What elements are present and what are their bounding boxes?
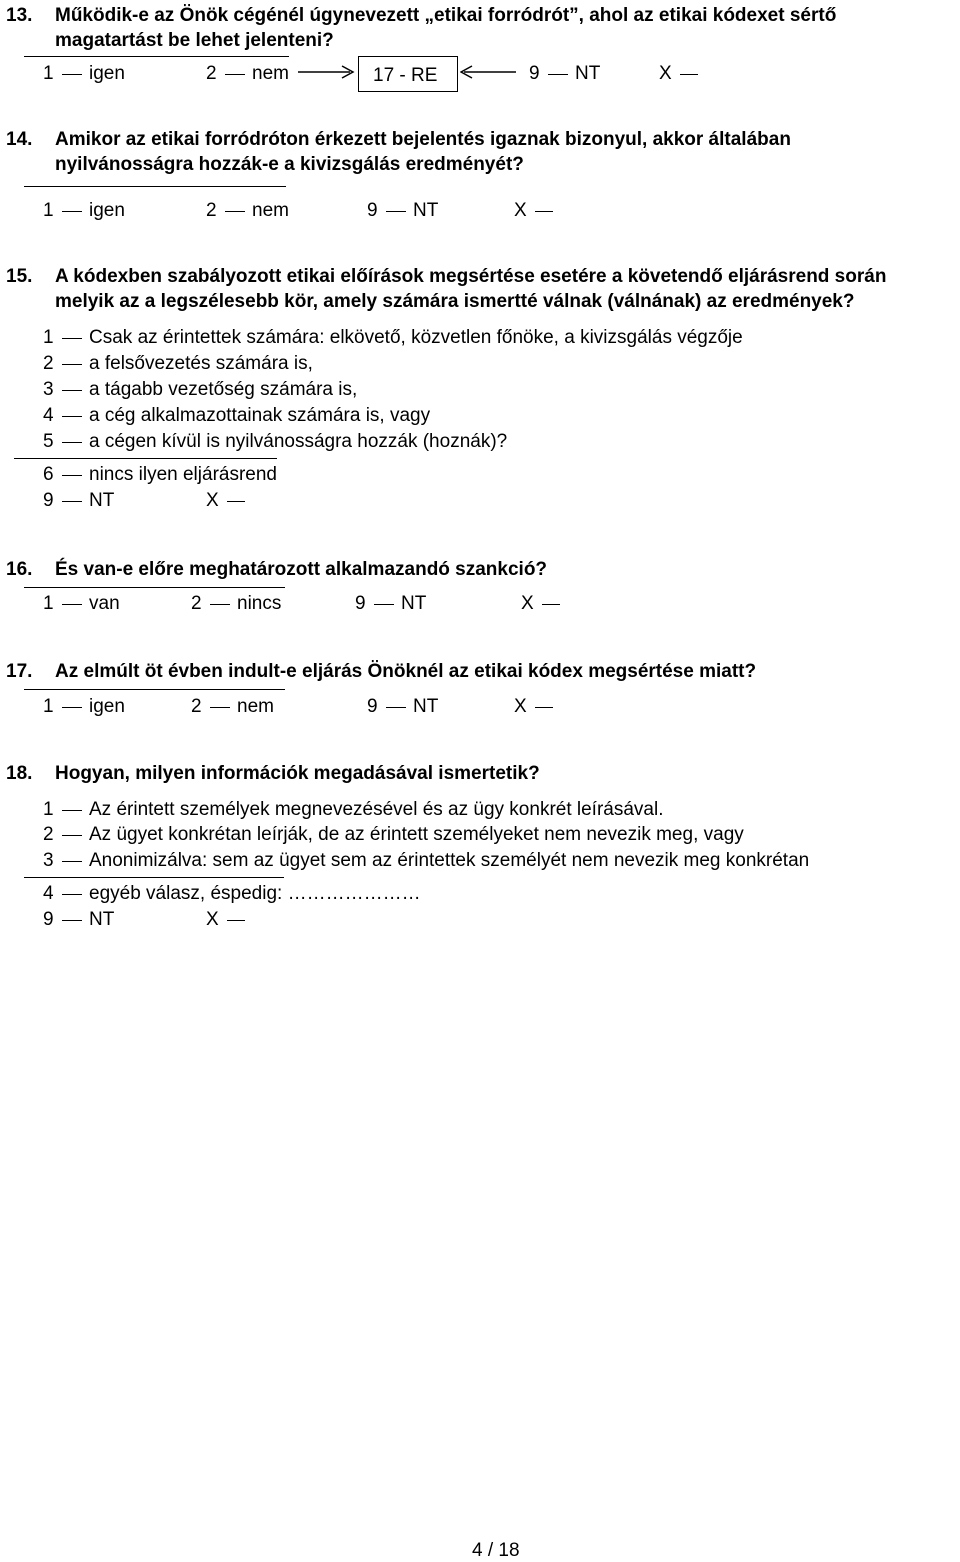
option-label: Anonimizálva: sem az ügyet sem az érintettek személyét nem nevezik meg konkrétan: [89, 850, 810, 871]
dash: [386, 211, 406, 212]
option-label: NT: [575, 63, 601, 84]
option-label: a cég alkalmazottainak számára is, vagy: [89, 405, 431, 426]
dash: [210, 604, 230, 605]
dash: [62, 364, 82, 365]
dash: [62, 835, 82, 836]
dash: [374, 604, 394, 605]
separator-line: [24, 877, 284, 878]
dash: [62, 894, 82, 895]
dash: [62, 475, 82, 476]
option-number: 1: [43, 696, 54, 717]
option-number: 3: [43, 850, 54, 871]
option-label: igen: [89, 200, 125, 221]
question-text: nyilvánosságra hozzák-e a kivizsgálás eredményét?: [55, 154, 524, 175]
option-label: NT: [89, 909, 115, 930]
separator-line: [24, 689, 285, 690]
x-code: X: [659, 63, 672, 84]
option-label: nincs: [237, 593, 282, 614]
dash: [225, 211, 245, 212]
option-label: a cégen kívül is nyilvánosságra hozzák (hoznák)?: [89, 431, 508, 452]
separator-line: [24, 587, 285, 588]
question-number: 16.: [6, 559, 33, 580]
option-label: nem: [252, 63, 289, 84]
option-number: 2: [191, 593, 202, 614]
option-number: 1: [43, 63, 54, 84]
dash: [548, 74, 568, 75]
option-label: egyéb válasz, éspedig: …………………: [89, 883, 421, 904]
option-number: 6: [43, 464, 54, 485]
option-number: 1: [43, 327, 54, 348]
x-code: X: [521, 593, 534, 614]
skip-to-label: 17 - RE: [373, 65, 438, 86]
option-number: 9: [367, 200, 378, 221]
dash: [62, 604, 82, 605]
question-number: 17.: [6, 661, 33, 682]
dash: [535, 707, 553, 708]
arrow-left-icon: [460, 64, 516, 80]
question-number: 14.: [6, 129, 33, 150]
option-number: 5: [43, 431, 54, 452]
option-number: 1: [43, 593, 54, 614]
option-number: 9: [43, 490, 54, 511]
question-text: Az elmúlt öt évben indult-e eljárás Önöknél az etikai kódex megsértése miatt?: [55, 661, 757, 682]
option-number: 2: [191, 696, 202, 717]
separator-line: [24, 56, 289, 57]
dash: [62, 211, 82, 212]
question-text: melyik az a legszélesebb kör, amely számára ismertté válnak (válnának) az eredmények?: [55, 291, 855, 312]
dash: [227, 501, 245, 502]
question-number: 18.: [6, 763, 33, 784]
separator-line: [14, 458, 277, 459]
option-label: NT: [89, 490, 115, 511]
dash: [62, 861, 82, 862]
option-number: 9: [43, 909, 54, 930]
dash: [227, 920, 245, 921]
dash: [542, 604, 560, 605]
option-label: igen: [89, 63, 125, 84]
question-text: És van-e előre meghatározott alkalmazandó szankció?: [55, 559, 548, 580]
dash: [62, 707, 82, 708]
option-label: igen: [89, 696, 125, 717]
option-label: nem: [237, 696, 274, 717]
option-label: nem: [252, 200, 289, 221]
option-number: 2: [206, 63, 217, 84]
dash: [680, 74, 698, 75]
question-text: Hogyan, milyen információk megadásával ismertetik?: [55, 763, 540, 784]
arrow-right-icon: [298, 64, 356, 80]
separator-line: [24, 186, 286, 187]
x-code: X: [514, 200, 527, 221]
option-number: 2: [206, 200, 217, 221]
option-label: a tágabb vezetőség számára is,: [89, 379, 358, 400]
option-number: 2: [43, 824, 54, 845]
option-label: van: [89, 593, 120, 614]
option-label: Az ügyet konkrétan leírják, de az érintett személyeket nem nevezik meg, vagy: [89, 824, 744, 845]
option-label: a felsővezetés számára is,: [89, 353, 313, 374]
option-number: 4: [43, 405, 54, 426]
option-label: NT: [401, 593, 427, 614]
question-number: 15.: [6, 266, 33, 287]
option-number: 2: [43, 353, 54, 374]
dash: [62, 74, 82, 75]
option-label: NT: [413, 696, 439, 717]
option-number: 1: [43, 200, 54, 221]
x-code: X: [206, 490, 219, 511]
option-label: NT: [413, 200, 439, 221]
page-number: 4 / 18: [472, 1540, 520, 1561]
skip-to-box: [358, 56, 458, 92]
option-number: 4: [43, 883, 54, 904]
dash: [62, 920, 82, 921]
dash: [225, 74, 245, 75]
dash: [62, 810, 82, 811]
x-code: X: [206, 909, 219, 930]
dash: [210, 707, 230, 708]
x-code: X: [514, 696, 527, 717]
question-number: 13.: [6, 5, 33, 26]
option-label: nincs ilyen eljárásrend: [89, 464, 277, 485]
option-number: 9: [529, 63, 540, 84]
option-number: 3: [43, 379, 54, 400]
option-label: Csak az érintettek számára: elkövető, közvetlen főnöke, a kivizsgálás végzője: [89, 327, 743, 348]
dash: [535, 211, 553, 212]
option-label: Az érintett személyek megnevezésével és az ügy konkrét leírásával.: [89, 799, 664, 820]
dash: [62, 390, 82, 391]
question-text: magatartást be lehet jelenteni?: [55, 30, 334, 51]
option-number: 1: [43, 799, 54, 820]
option-number: 9: [355, 593, 366, 614]
dash: [386, 707, 406, 708]
dash: [62, 416, 82, 417]
question-text: A kódexben szabályozott etikai előírások megsértése esetére a követendő eljárásrend során: [55, 266, 887, 287]
dash: [62, 442, 82, 443]
dash: [62, 338, 82, 339]
dash: [62, 501, 82, 502]
question-text: Amikor az etikai forródróton érkezett bejelentés igaznak bizonyul, akkor általában: [55, 129, 791, 150]
option-number: 9: [367, 696, 378, 717]
question-text: Működik-e az Önök cégénél úgynevezett „etikai forródrót”, ahol az etikai kódexet sértő: [55, 5, 837, 26]
